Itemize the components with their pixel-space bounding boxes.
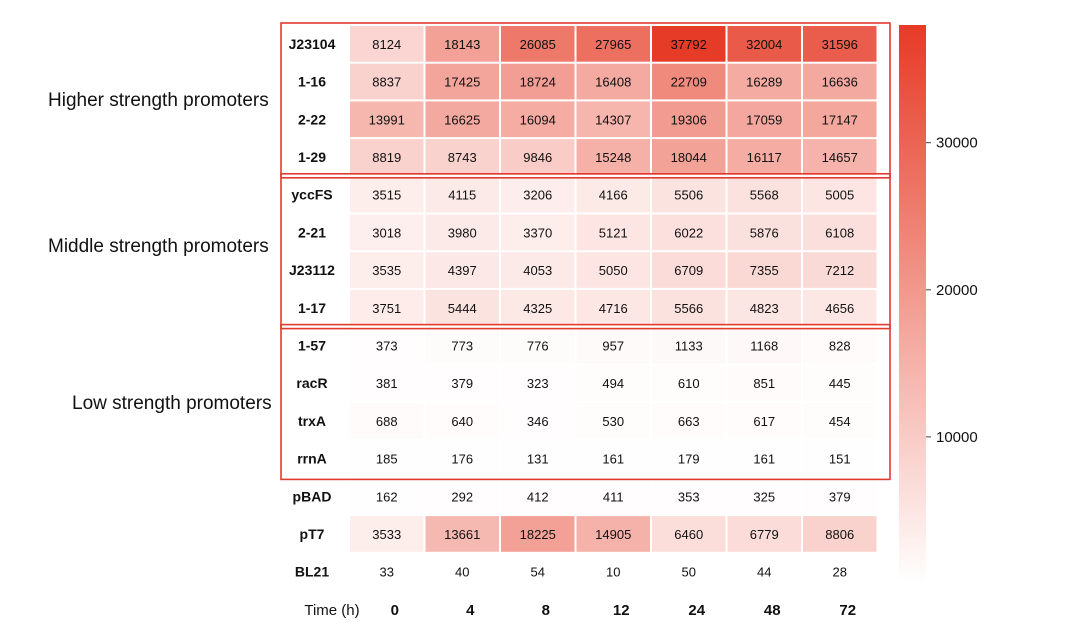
cell-value-label: 37792 xyxy=(670,36,707,52)
cell-value-label: 26085 xyxy=(519,36,556,52)
cell-value-label: 31596 xyxy=(821,36,858,52)
cell-value-label: 32004 xyxy=(746,36,783,52)
cell-value-label: 33 xyxy=(379,564,394,580)
cell-value-label: 179 xyxy=(677,451,700,467)
row-label: 2-21 xyxy=(297,224,327,241)
cell-value-label: 3751 xyxy=(372,300,402,316)
cell-value-label: 5005 xyxy=(825,187,855,203)
cell-value-label: 16408 xyxy=(595,74,632,90)
cell-value-label: 13661 xyxy=(444,526,481,542)
column-label: 12 xyxy=(612,602,630,619)
cell-value-label: 379 xyxy=(451,376,474,392)
cell-value-label: 8124 xyxy=(372,36,402,52)
cell-value-label: 4823 xyxy=(749,300,779,316)
cell-value-label: 6460 xyxy=(674,526,704,542)
cell-value-label: 7212 xyxy=(825,263,855,279)
cell-value-label: 27965 xyxy=(595,36,632,52)
cell-value-label: 28 xyxy=(832,564,847,580)
column-label: 8 xyxy=(541,602,550,619)
cell-value-label: 19306 xyxy=(670,112,707,128)
cell-value-label: 15248 xyxy=(595,149,632,165)
cell-value-label: 40 xyxy=(455,564,470,580)
row-label: 1-57 xyxy=(297,337,327,354)
cell-value-label: 4325 xyxy=(523,300,553,316)
cell-value-label: 7355 xyxy=(749,263,779,279)
cell-value-label: 411 xyxy=(602,489,624,505)
cell-value-label: 50 xyxy=(681,564,696,580)
cell-value-label: 688 xyxy=(375,413,398,429)
row-labels xyxy=(289,36,336,580)
cell-value-label: 13991 xyxy=(368,112,405,128)
cell-value-label: 381 xyxy=(375,376,398,392)
cell-value-label: 16625 xyxy=(444,112,481,128)
cell-value-label: 640 xyxy=(451,413,474,429)
cell-value-label: 14657 xyxy=(821,149,858,165)
group-label-low: Low strength promoters xyxy=(72,393,272,414)
column-label: 4 xyxy=(466,602,475,619)
column-label: 48 xyxy=(763,602,781,619)
colorbar-ticks xyxy=(926,135,978,446)
cell-value-label: 373 xyxy=(375,338,398,354)
row-label: J23112 xyxy=(289,262,335,279)
cell-value-label: 4397 xyxy=(447,263,477,279)
cell-value-label: 663 xyxy=(677,413,700,429)
cell-value-label: 151 xyxy=(828,451,851,467)
cell-value-label: 5121 xyxy=(598,225,628,241)
cell-value-label: 5050 xyxy=(598,263,628,279)
row-label: yccFS xyxy=(291,186,333,203)
column-label: 24 xyxy=(688,602,706,619)
cell-value-label: 17425 xyxy=(444,74,481,90)
row-label: pBAD xyxy=(292,488,332,505)
cell-value-label: 323 xyxy=(526,376,549,392)
cell-value-label: 1133 xyxy=(674,338,703,354)
row-label: BL21 xyxy=(294,563,330,580)
x-axis-label: Time (h) xyxy=(304,602,360,619)
cell-value-label: 3515 xyxy=(372,187,402,203)
cell-value-label: 10 xyxy=(606,564,621,580)
cell-value-label: 4166 xyxy=(598,187,628,203)
cell-value-label: 16117 xyxy=(746,149,782,165)
column-label: 72 xyxy=(839,602,857,619)
cell-value-label: 6022 xyxy=(674,225,704,241)
cell-value-label: 8819 xyxy=(372,149,402,165)
cell-value-label: 44 xyxy=(757,564,772,580)
cell-value-label: 412 xyxy=(526,489,549,505)
cell-value-label: 176 xyxy=(451,451,474,467)
cell-value-label: 185 xyxy=(375,451,398,467)
cell-value-label: 617 xyxy=(753,413,776,429)
group-label-middle: Middle strength promoters xyxy=(48,236,269,257)
cell-value-label: 54 xyxy=(530,564,545,580)
row-label: rrnA xyxy=(297,450,327,467)
group-label-higher: Higher strength promoters xyxy=(48,90,269,111)
cell-value-label: 3370 xyxy=(523,225,553,241)
row-label: 1-17 xyxy=(297,299,327,316)
cell-value-label: 6779 xyxy=(749,526,779,542)
colorbar xyxy=(899,25,926,584)
row-label: racR xyxy=(296,375,328,392)
cell-value-label: 14307 xyxy=(595,112,632,128)
cell-value-label: 9846 xyxy=(523,149,553,165)
cell-value-label: 3018 xyxy=(372,225,402,241)
cell-value-label: 4656 xyxy=(825,300,855,316)
cell-value-label: 851 xyxy=(753,376,776,392)
cell-value-label: 445 xyxy=(828,376,851,392)
cell-value-label: 1168 xyxy=(750,338,779,354)
cell-value-label: 5568 xyxy=(749,187,779,203)
colorbar-tick-label: 10000 xyxy=(936,428,978,446)
cell-value-label: 14905 xyxy=(595,526,632,542)
row-label: 2-22 xyxy=(297,111,327,128)
cell-value-label: 18225 xyxy=(519,526,556,542)
column-labels xyxy=(391,602,857,619)
cell-value-label: 610 xyxy=(677,376,700,392)
cell-value-label: 346 xyxy=(526,413,549,429)
cell-value-label: 17059 xyxy=(746,112,783,128)
row-label: J23104 xyxy=(288,35,336,52)
cell-value-label: 6709 xyxy=(674,263,704,279)
row-label: 1-29 xyxy=(297,148,327,165)
cell-value-label: 22709 xyxy=(670,74,707,90)
column-label: 0 xyxy=(390,602,399,619)
row-label: 1-16 xyxy=(297,73,327,90)
cell-value-label: 16289 xyxy=(746,74,783,90)
cell-value-label: 18724 xyxy=(519,74,556,90)
cell-value-label: 3535 xyxy=(372,263,402,279)
cell-value-label: 353 xyxy=(677,489,700,505)
cell-value-label: 773 xyxy=(451,338,474,354)
cell-value-label: 18044 xyxy=(670,149,707,165)
cell-value-label: 828 xyxy=(828,338,851,354)
cell-value-label: 325 xyxy=(753,489,776,505)
colorbar-tick-label: 30000 xyxy=(936,134,978,152)
cell-value-label: 3980 xyxy=(447,225,477,241)
cell-value-label: 161 xyxy=(753,451,776,467)
cell-value-label: 8837 xyxy=(372,74,402,90)
cell-value-label: 161 xyxy=(602,451,625,467)
colorbar-tick-label: 20000 xyxy=(936,281,978,299)
row-label: pT7 xyxy=(299,525,325,542)
cell-value-label: 4115 xyxy=(448,187,477,203)
cell-value-label: 776 xyxy=(526,338,549,354)
cell-value-label: 3533 xyxy=(372,526,402,542)
cell-value-label: 4716 xyxy=(598,300,628,316)
cell-value-label: 17147 xyxy=(821,112,858,128)
cell-value-label: 5566 xyxy=(674,300,704,316)
cell-value-label: 162 xyxy=(375,489,398,505)
cell-value-label: 5444 xyxy=(447,300,477,316)
row-label: trxA xyxy=(297,412,327,429)
cell-value-label: 16636 xyxy=(821,74,858,90)
cell-value-label: 454 xyxy=(828,413,851,429)
cell-value-label: 131 xyxy=(526,451,549,467)
cell-value-label: 18143 xyxy=(444,36,481,52)
cell-value-label: 5506 xyxy=(674,187,704,203)
cell-value-label: 379 xyxy=(828,489,851,505)
cell-value-label: 6108 xyxy=(825,225,855,241)
cell-value-label: 530 xyxy=(602,413,625,429)
cell-value-label: 8743 xyxy=(447,149,477,165)
cell-value-label: 3206 xyxy=(523,187,553,203)
cell-value-label: 4053 xyxy=(523,263,553,279)
cell-value-label: 8806 xyxy=(825,526,855,542)
cell-value-label: 957 xyxy=(602,338,625,354)
cell-value-label: 16094 xyxy=(519,112,556,128)
cell-value-label: 494 xyxy=(602,376,625,392)
cell-value-label: 5876 xyxy=(749,225,779,241)
cell-value-label: 292 xyxy=(451,489,474,505)
